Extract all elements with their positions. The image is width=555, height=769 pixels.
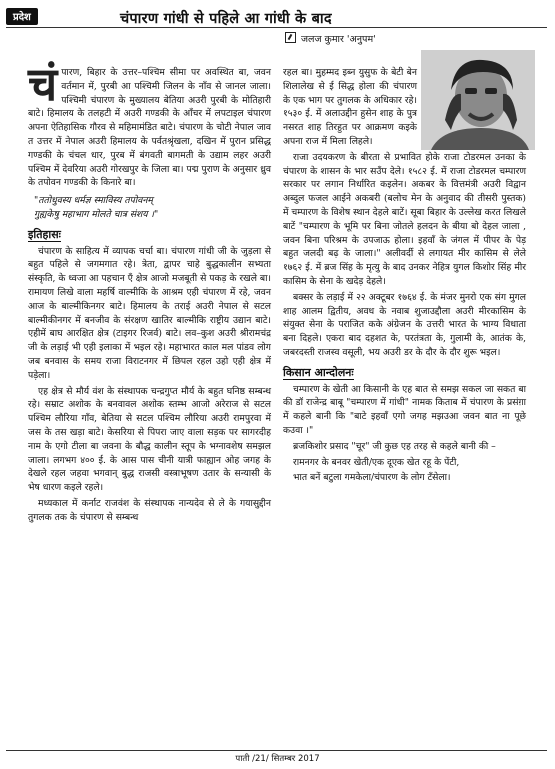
page-footer: पाती /21/ सितम्बर 2017 — [235, 754, 320, 764]
drop-cap: चं — [28, 57, 58, 111]
kisan-paragraph-1: चम्पारण के खेती आ किसानी के एह बात से समझ सकल जा सकत बा की डॉ राजेन्द्र बाबू "चम्पारण में गांधी" नामक किताब में चंपारण के प्रसंग़ा में कहले बानी कि "बाटे इहवाँ एगो जगह मझउआ जवन बात ना पूछे कउवा ।" — [283, 383, 526, 436]
author-name: जलज कुमार 'अनुपम' — [301, 34, 376, 45]
kisan-paragraph-4: भात बनें बटुला गमकेला/चंपारण के लोग टँसेला। — [293, 472, 451, 484]
byline — [285, 32, 376, 45]
right-paragraph-3: बक्सर के लड़ाई में २२ अक्टूबर १७६४ ई. के मंजर मुनरो एक संग मुगल शाह आलम द्वितीय, अवध के नवाब शुजाउद्दौला अउरी मीरकासिम के संयुक्त सेना के पराजित कके अंग्रेजन के उत्तरी भारत के भाग्य विधाता बना दिहले। एकरा बाद दहशत के, परतंत्रता के, गुलामी के, आतंक के, जबरदस्ती राजस्व वसूली, भय अउरी डर के दौर के दौर शुरू भइल। — [283, 291, 526, 358]
sanskrit-verse: "ततोधुवस्य धर्मज्ञ स्माविस्य तपोवनम् गुह्यकेषु महाभाग मोलते चात्र संशय ।" — [34, 195, 159, 220]
right-paragraph-2: राजा उदयकरण के बीरता से प्रभावित होके राजा टोडरमल उनका के चंपारण के शासन के भार सउँप देले। १५८२ ई. में राजा टोडरमल चम्पारण सरकार पर लगान निर्धारित कइलेन। अकबर के वित्तमंत्री अउरी विद्वान अब्दुल फजल आईने अकबरी (बलोच मेन के अनुवाद की तीसरी पुस्तक) में चम्पारण के विशेष स्थान देहले बाटें। सूबा बिहार के उल्लेख करत लिखले बाटें "चम्पारण के भूमि पर बिना जोतले हलदन के बीया बो देहल जाला , जवन बिना परिश्रम के उपजाऊ होला। इहवाँ के जंगल में पीपर के पेड़ बहुत जलदी बढ़ के जाला।" अलीवर्दी से लगायत मीर कासिम से लेले १७६२ ई. में ब्रज सिंह के मृत्यु के बाद उनकर नेहित्र युगल किशोर सिंह मीर कासिम के सेना के खदेड़ देहले। — [283, 151, 526, 287]
column-left — [28, 57, 271, 527]
kisan-paragraph-2: ब्रजकिशोर प्रसाद "चूर" जी कुछ एह तरह से कहले बानी की – — [293, 440, 496, 452]
section-tag: प्रदेश — [6, 8, 38, 25]
history-paragraph-3: मध्यकाल में कर्नाट राजवंश के संस्थापक नान्यदेव से ले के गयासुद्दीन तुगलक तक के चंपारण से सम्बन्ध — [28, 497, 271, 523]
section-heading-history: इतिहासः — [28, 227, 61, 241]
pen-icon — [285, 32, 296, 43]
column-right — [283, 66, 526, 487]
header-divider — [6, 27, 547, 28]
section-heading-kisan: किसान आन्दोलनः — [283, 365, 354, 379]
kisan-paragraph-3: रामनगर के बनवर खेती/एक दूएक खेत रहू के पेंटी, — [293, 456, 460, 468]
footer-divider — [6, 750, 547, 751]
history-paragraph-2: एह क्षेत्र से मौर्य वंश के संस्थापक चन्द्रगुप्त मौर्य के बहुत घनिष्ठ सम्बन्ध रहे। सम्राट अशोक के बनवावल अशोक स्तम्भ आजो अरेराज से सटल पश्चिम लौरिया गाँव, बेतिया से सटल पश्चिम लौरिया अउरी रामपुरवा में जस के तस खड़ा बाटे। केसरिया से पिपरा जाए वाला सड़क पर सागरदीह नाम के एगो टीला बा जवना के बौद्ध कालीन स्तूप के भग्नावशेष समझल जाला। लगभग ४०० ई. के आस पास चीनी यात्री फाह्यान ओह जगह के देखले रहल जहवा भगवान् बुद्ध राजसी वस्त्राभूषण उतार के सन्यासी के भेष धारण कइले रहले। — [28, 385, 271, 494]
right-lead-paragraph: रहल बा। मुहम्मद इब्न युसुफ के बेटी बेन शिलालेख से ई सिद्ध होला की चंपारण के एक भाग पर तुगलक के अधिकार रहे। १५३० ई. में अलाउद्दीन हुसेन शाह के पुत्र नसरत शाह तिरहुत पर आक्रमण कइके अपना राज में मिला लिहले। — [283, 67, 417, 147]
history-paragraph-1: चंपारण के साहित्य में व्यापक चर्चा बा। चंपारण गांधी जी के जुड़ला से बहुत पहिले से जगमगात रहे। त्रेता, द्वापर चाहे बुद्धकालीन सभ्यता संस्कृति, के ध्वजा आ पहचान एँ क्षेत्र आजो मजबूती से पकड़ के रखले बा। रामायण लिखे वाला महर्षि वाल्मीकि के आश्रम एही चंपारण में रहे, जवन आज के बाल्मीकिनगर बाटे। हिमालय के तराई अउरी नेपाल से सटल बाल्मीकीनगर में बनजीव के संरक्षण खातिर बाल्मीकि राष्ट्रीय उद्यान बाटे। एहीमें बाघ आरक्षित क्षेत्र (टाइगर रिजर्व) बाटे। लव–कुश अउरी श्रीरामचंद्र जी के लड़ाई भी एही इलाका में भइल रहे। महाभारत काल मल पांडव लोग जब बनवास के समय राजा विराटनगर में छिपल रहल उहो एही क्षेत्र में पड़ेला। — [28, 245, 271, 381]
page-title: चंपारण गांधी से पहिले आ गांधी के बाद — [120, 10, 332, 27]
intro-paragraph: चंपारण, बिहार के उत्तर–पश्चिम सीमा पर अवस्थित बा, जवन वर्तमान में, पुरबी आ पश्चिमी जिलन के नाँव से जानल जाला। पश्चिमी चंपारण के मुख्यालय बेतिया अउरी पुरबी के मोतिहारी बाटे। हिमालय के तलहटी में अउरी गण्डकी के आँचर में लपटाइल चंपारण अपना ऐतिहासिक गौरव से महिमामंडित बाटे। चंपारण के चोटी नेपाल जाव त उत्तर में नेपाल अउरी हिमालय के पर्वतश्रृंखला, दखिन में पुरान प्रसिद्ध गण्डकी के चंचल धार, पुरब में बंगवती बागमती के उद्याम लहर अउरी पश्चिम में देवरिया अउरी गोरखपुर के जिला बा। पद्म पुराण के अनुसार ध्रुव के तपोवन गण्डकी के किनारे बा। — [28, 57, 271, 189]
